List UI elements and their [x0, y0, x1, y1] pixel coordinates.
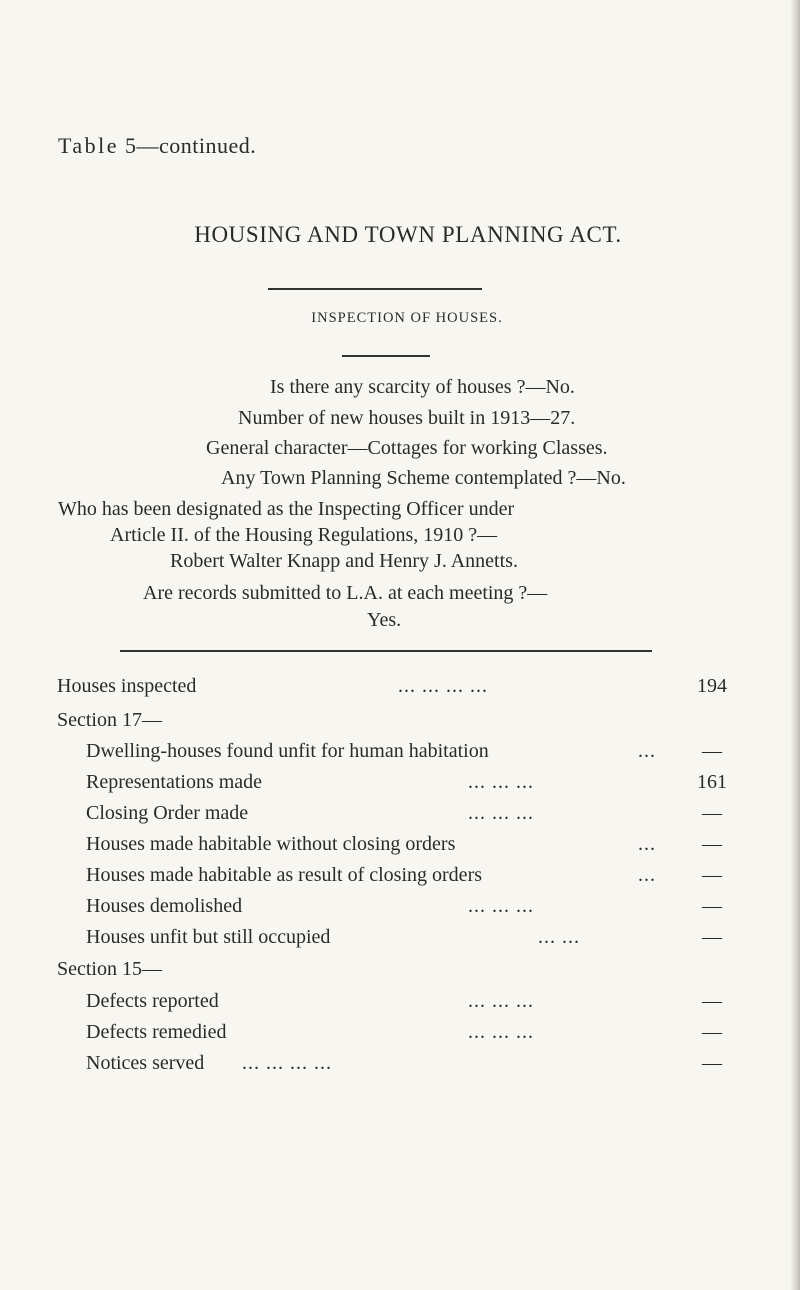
question-records-line1: Are records submitted to L.A. at each meeting ?— — [143, 582, 548, 604]
stat-value-defects-remedied: — — [702, 1021, 722, 1043]
stat-label-unfit-occupied: Houses unfit but still occupied — [86, 926, 331, 948]
stat-dots: ... — [638, 864, 656, 886]
stat-value-habitable-result: — — [702, 864, 722, 886]
stat-label-defects-reported: Defects reported — [86, 990, 219, 1012]
stat-dots: ... ... ... — [468, 1021, 534, 1043]
table-caption-rest: 5—continued. — [119, 133, 257, 158]
stat-label-defects-remedied: Defects remedied — [86, 1021, 227, 1043]
stat-value-dwelling-unfit: — — [702, 740, 722, 762]
stat-label-houses-inspected: Houses inspected — [57, 675, 197, 697]
subtitle-rule — [342, 355, 430, 357]
section-rule — [120, 650, 652, 652]
stat-value-representations: 161 — [697, 771, 727, 793]
stat-value-demolished: — — [702, 895, 722, 917]
stat-label-demolished: Houses demolished — [86, 895, 243, 917]
stat-dots: ... ... ... — [468, 802, 534, 824]
question-inspector-line2: Article II. of the Housing Regulations, 1910 ?— — [110, 524, 498, 546]
question-new-houses: Number of new houses built in 1913—27. — [238, 407, 576, 429]
stat-value-unfit-occupied: — — [702, 926, 722, 948]
table-caption — [58, 133, 256, 159]
section-17-heading: Section 17— — [57, 709, 162, 731]
stat-value-closing-order: — — [702, 802, 722, 824]
section-15-heading: Section 15— — [57, 958, 162, 980]
stat-value-defects-reported: — — [702, 990, 722, 1012]
stat-label-closing-order: Closing Order made — [86, 802, 249, 824]
question-general-character: General character—Cottages for working Classes. — [206, 437, 608, 459]
stat-dots: ... ... ... — [468, 895, 534, 917]
stat-value-houses-inspected: 194 — [697, 675, 727, 697]
question-inspector-line1: Who has been designated as the Inspecting Officer under — [58, 498, 515, 520]
question-town-planning: Any Town Planning Scheme contemplated ?—No. — [221, 467, 626, 489]
stat-label-habitable-result: Houses made habitable as result of closing orders — [86, 864, 483, 886]
question-records-answer: Yes. — [367, 609, 402, 631]
stat-value-notices-served: — — [702, 1052, 722, 1074]
stat-dots: ... — [638, 833, 656, 855]
stat-label-representations: Representations made — [86, 771, 263, 793]
stat-dots: ... ... ... ... — [242, 1052, 332, 1074]
page-title: HOUSING AND TOWN PLANNING ACT. — [194, 222, 622, 247]
title-rule — [268, 288, 482, 290]
question-scarcity: Is there any scarcity of houses ?—No. — [270, 376, 575, 398]
stat-label-habitable-without: Houses made habitable without closing orders — [86, 833, 456, 855]
stat-dots: ... — [638, 740, 656, 762]
stat-label-notices-served: Notices served — [86, 1052, 205, 1074]
table-caption-prefix: Table — [58, 133, 120, 158]
question-inspector-answer: Robert Walter Knapp and Henry J. Annetts. — [170, 550, 518, 572]
stat-dots: ... ... ... — [468, 990, 534, 1012]
stat-label-dwelling-unfit: Dwelling-houses found unfit for human habitation — [86, 740, 489, 762]
stat-value-habitable-without: — — [702, 833, 722, 855]
stat-dots: ... ... ... ... — [398, 675, 488, 697]
page-edge — [790, 0, 800, 1290]
stat-dots: ... ... ... — [468, 771, 534, 793]
section-subtitle: INSPECTION OF HOUSES. — [311, 310, 503, 326]
stat-dots: ... ... — [538, 926, 580, 948]
